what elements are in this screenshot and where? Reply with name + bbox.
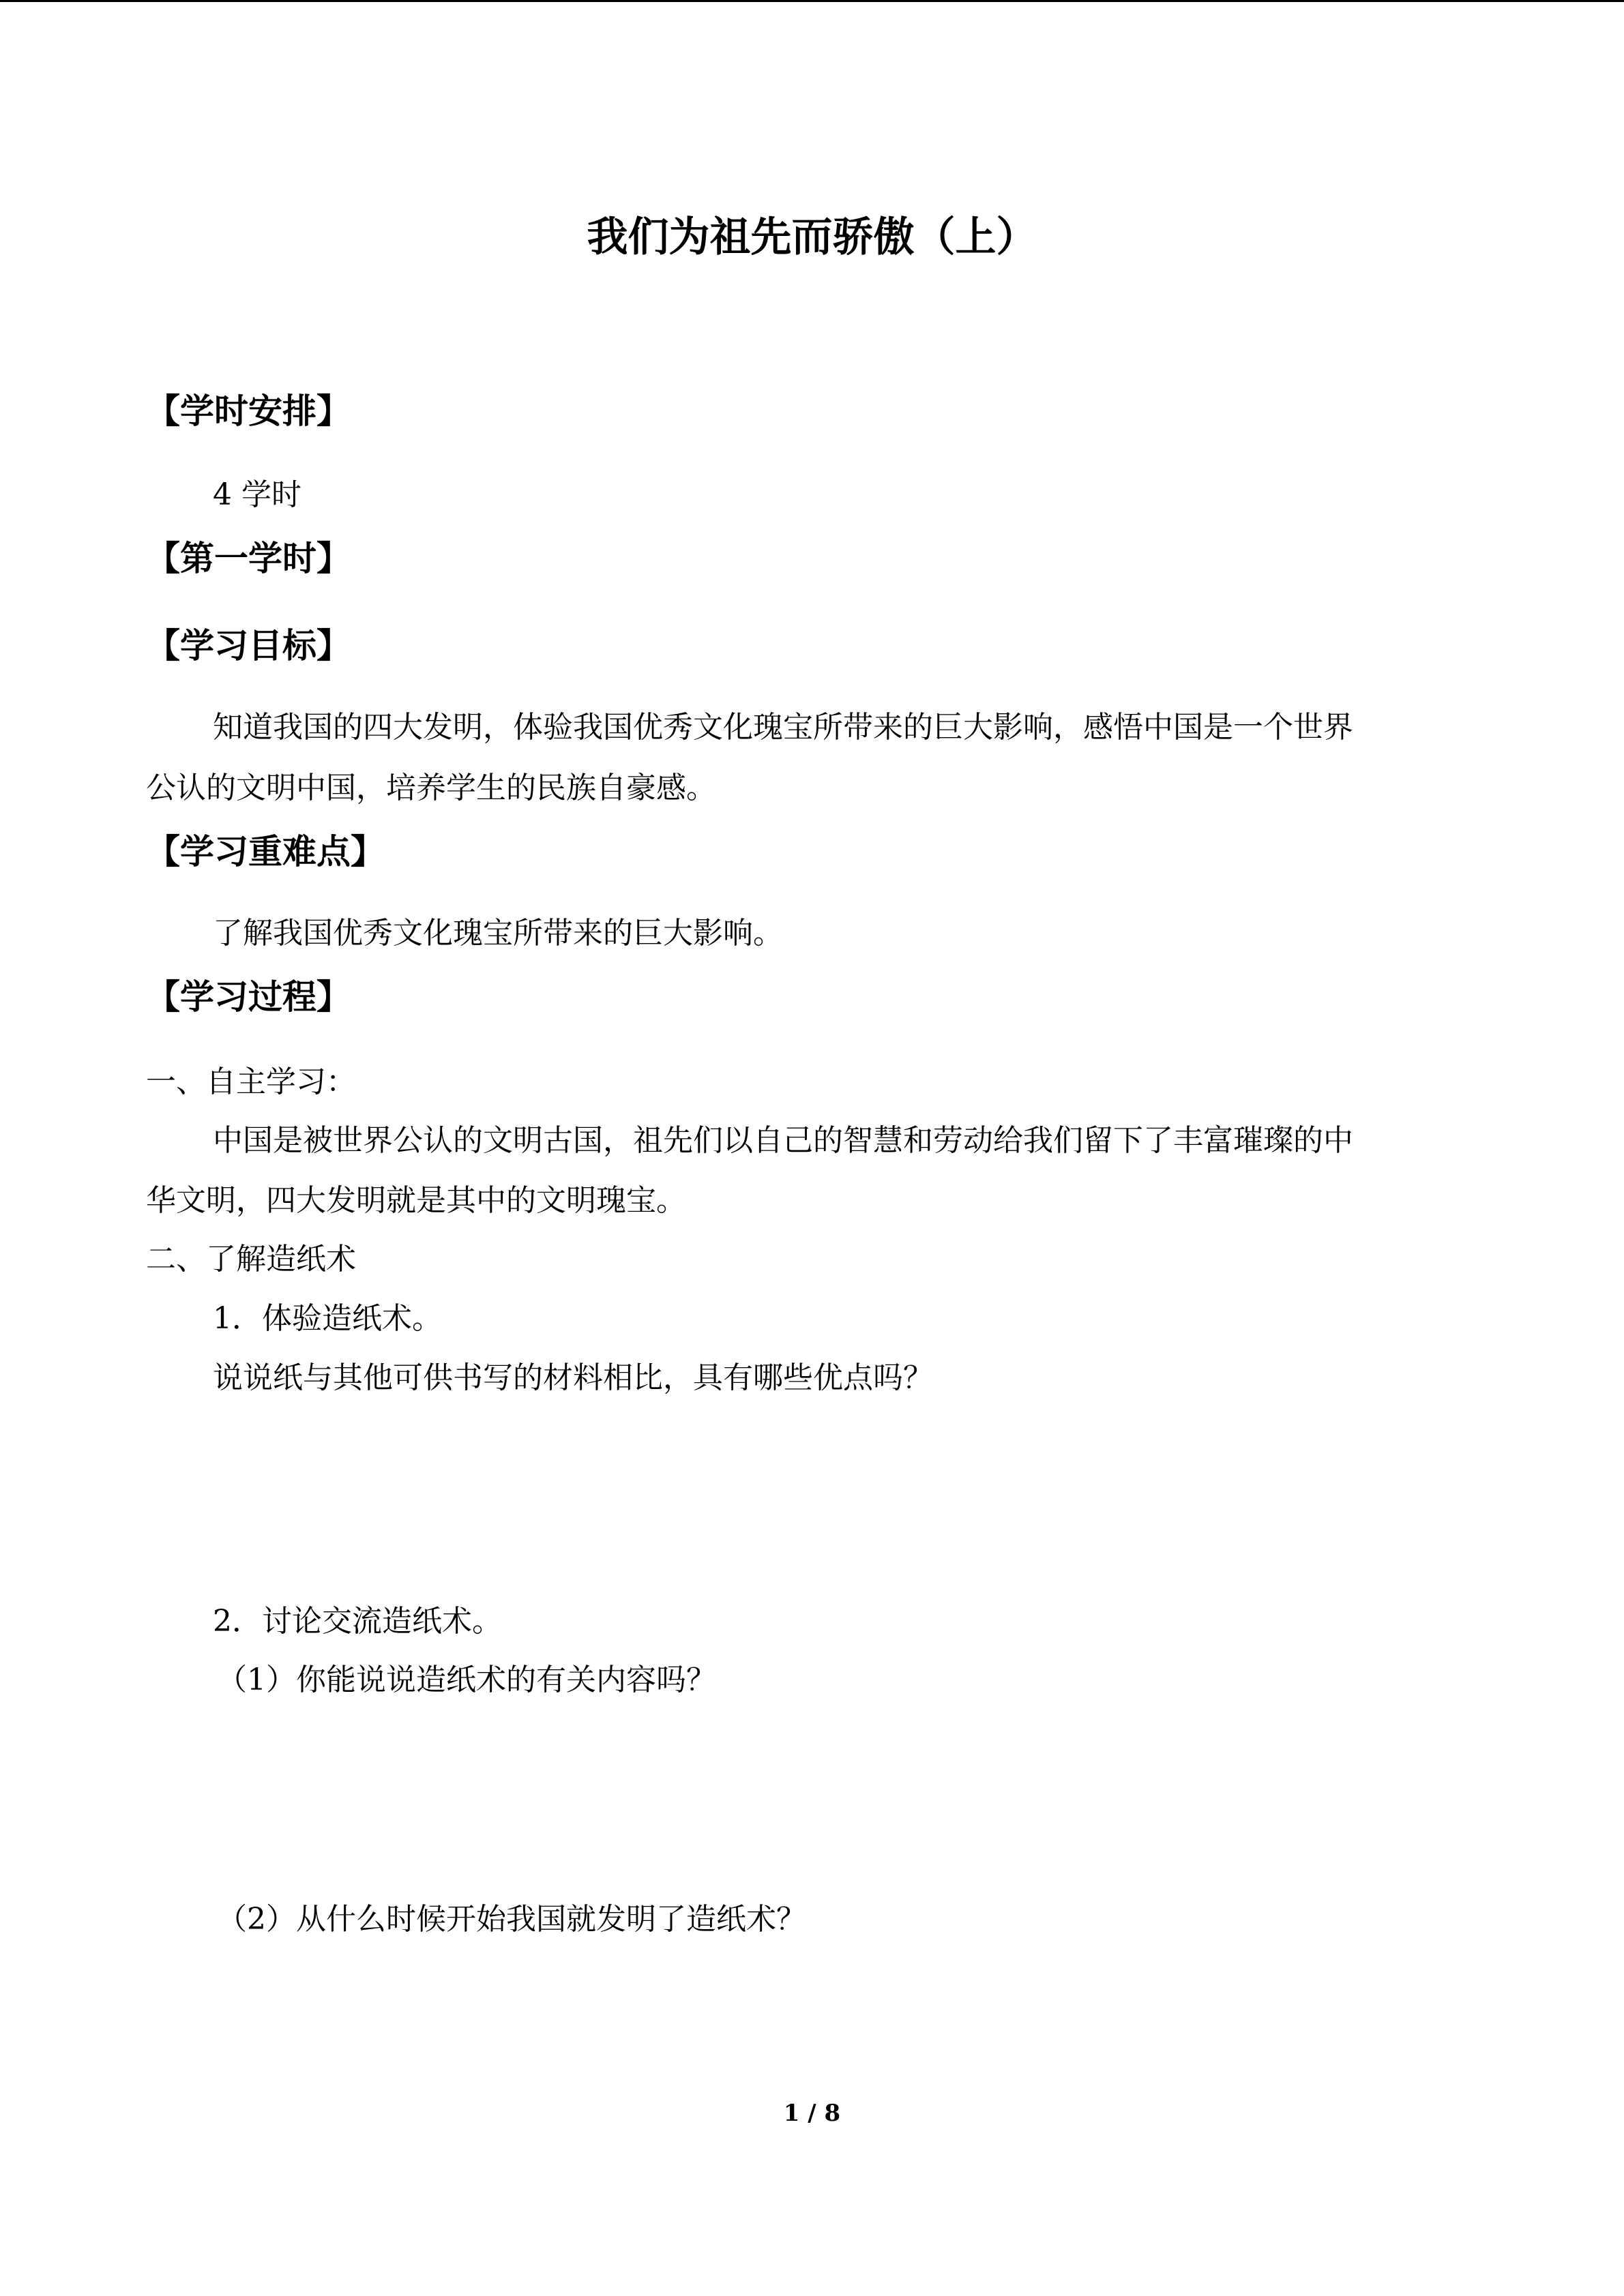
item-1-question: 说说纸与其他可供书写的材料相比，具有哪些优点吗？ [213, 1360, 933, 1395]
item-2-question-2: （2）从什么时候开始我国就发明了造纸术？ [217, 1902, 806, 1937]
first-period-heading: 【第一学时】 [146, 539, 351, 578]
process-step-1-text-line-2: 华文明，四大发明就是其中的文明瑰宝。 [146, 1183, 686, 1218]
top-border-line [0, 0, 1624, 2]
process-step-2-title: 二、了解造纸术 [146, 1242, 356, 1277]
key-points-text: 了解我国优秀文化瑰宝所带来的巨大影响。 [213, 916, 783, 951]
page-number: 1 / 8 [783, 2100, 841, 2127]
schedule-value: 4 学时 [213, 477, 301, 512]
item-1-title: 1．体验造纸术。 [213, 1301, 442, 1336]
page-title: 我们为祖先而骄傲（上） [587, 213, 1037, 261]
key-points-heading: 【学习重难点】 [146, 832, 385, 871]
process-heading: 【学习过程】 [146, 977, 351, 1017]
process-step-1-title: 一、自主学习： [146, 1064, 356, 1099]
objectives-text-line-2: 公认的文明中国，培养学生的民族自豪感。 [146, 771, 716, 805]
schedule-heading: 【学时安排】 [146, 391, 351, 431]
process-step-1-text-line-1: 中国是被世界公认的文明古国，祖先们以自己的智慧和劳动给我们留下了丰富璀璨的中 [213, 1123, 1353, 1158]
objectives-text-line-1: 知道我国的四大发明，体验我国优秀文化瑰宝所带来的巨大影响，感悟中国是一个世界 [213, 710, 1353, 745]
item-2-title: 2．讨论交流造纸术。 [213, 1604, 502, 1639]
objectives-heading: 【学习目标】 [146, 626, 351, 666]
item-2-question-1: （1）你能说说造纸术的有关内容吗？ [217, 1663, 716, 1697]
